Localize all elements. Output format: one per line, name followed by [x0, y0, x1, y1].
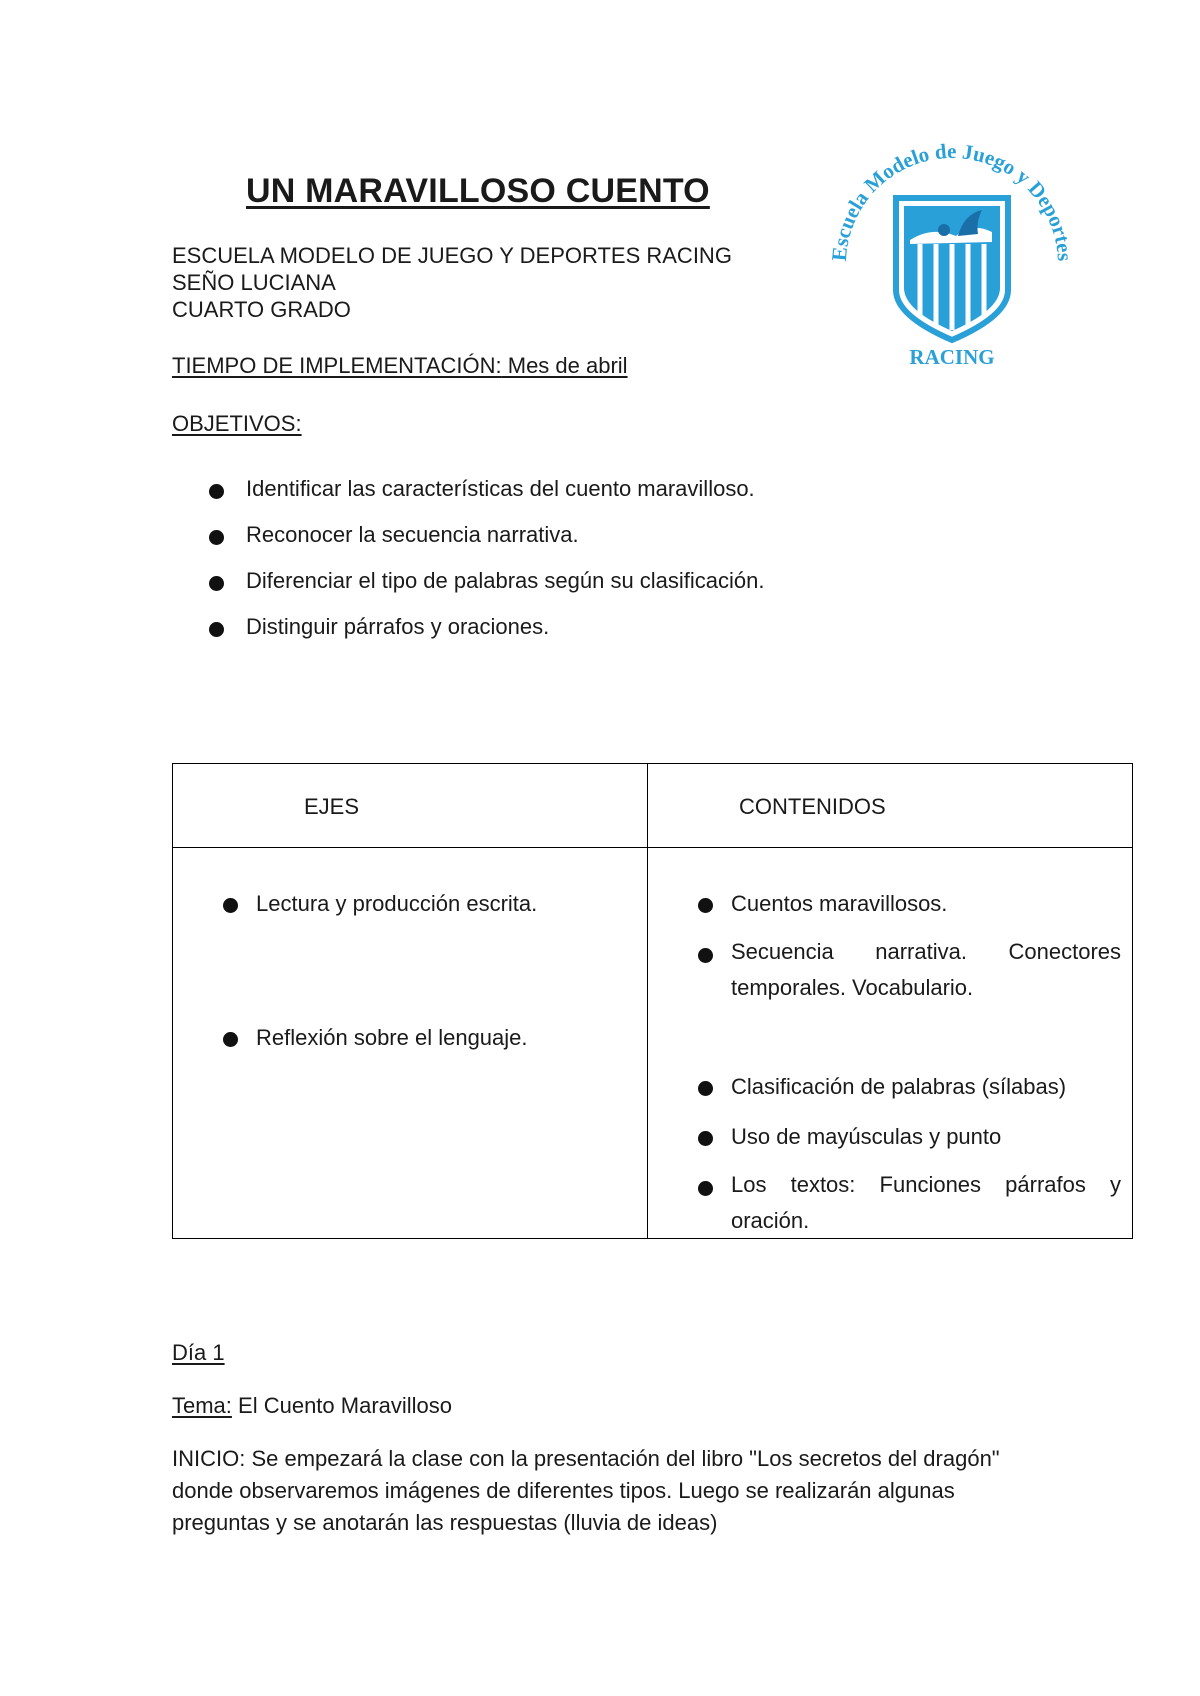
table-border-right — [1132, 763, 1133, 1239]
bullet-icon — [698, 948, 713, 963]
implementation-label: TIEMPO DE IMPLEMENTACIÓN: — [172, 353, 502, 378]
racing-shield-icon — [832, 140, 1072, 370]
bullet-icon — [698, 1081, 713, 1096]
table-border-mid — [172, 847, 1133, 848]
objectives-list — [246, 475, 765, 641]
table-border-left — [172, 763, 173, 1239]
table-cell-contenido: Los textos: Funciones párrafos y oración. — [731, 1172, 1121, 1233]
table-cell-contenido: Cuentos maravillosos. — [731, 891, 948, 916]
table-cell-contenido: Clasificación de palabras (sílabas) — [731, 1074, 1067, 1099]
topic-value: El Cuento Maravilloso — [231, 1393, 453, 1418]
topic-label: Tema: — [172, 1393, 232, 1418]
list-item: Diferenciar el tipo de palabras según su clasificación. — [246, 568, 765, 593]
logo-arc-text: cuela Modelo de Juego y Depor — [832, 140, 1072, 241]
table-cell-eje: Lectura y producción escrita. — [256, 891, 538, 916]
table-header-ejes: EJES — [304, 794, 360, 819]
table-cell-eje: Reflexión sobre el lenguaje. — [256, 1025, 528, 1050]
grade: CUARTO GRADO — [172, 297, 351, 322]
bullet-icon — [698, 1131, 713, 1146]
bullet-icon — [223, 898, 238, 913]
implementation-value: Mes de abril — [501, 353, 628, 378]
bullet-icon — [223, 1032, 238, 1047]
day-heading: Día 1 — [172, 1340, 225, 1365]
objectives-label: OBJETIVOS: — [172, 411, 302, 436]
list-item: Distinguir párrafos y oraciones. — [246, 613, 765, 641]
page-title: UN MARAVILLOSO CUENTO — [246, 172, 710, 210]
table-cell-contenido: Secuencia narrativa. Conectores temporales. Vocabulario. — [731, 939, 1121, 1000]
bullet-icon — [698, 1181, 713, 1196]
list-item: Identificar las características del cuento maravilloso. — [246, 475, 765, 503]
bullet-icon — [698, 898, 713, 913]
implementation-line — [172, 352, 628, 380]
topic-line — [172, 1392, 452, 1420]
inicio-paragraph: INICIO: Se empezará la clase con la presentación del libro "Los secretos del dragón" donde observaremos imágenes de diferentes tipos. Luego se realizarán algunas preguntas y se anotarán las respuestas (lluvia de ideas) — [172, 1446, 1000, 1535]
table-header-contenidos: CONTENIDOS — [739, 794, 886, 819]
school-logo — [832, 140, 1072, 370]
logo-bottom-text: RACING — [909, 345, 995, 369]
teacher-name: SEÑO LUCIANA — [172, 270, 336, 295]
table-cell-contenido: Uso de mayúsculas y punto — [731, 1124, 1002, 1149]
table-border-divider — [647, 763, 648, 1239]
school-name: ESCUELA MODELO DE JUEGO Y DEPORTES RACING — [172, 243, 732, 268]
list-item: Reconocer la secuencia narrativa. — [246, 521, 765, 549]
table-border-top — [172, 763, 1133, 764]
